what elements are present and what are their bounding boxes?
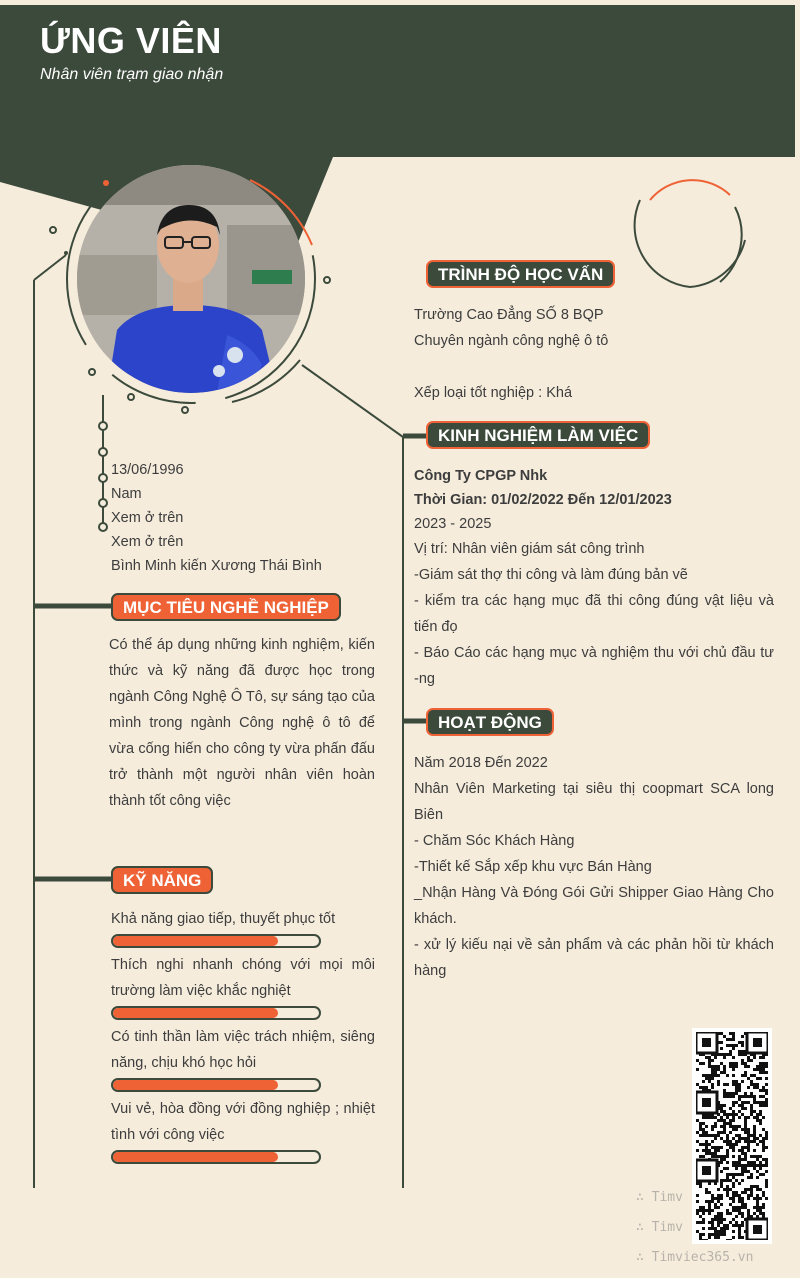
experience-period: Thời Gian: 01/02/2022 Đến 12/01/2023 [414, 492, 672, 508]
education-school: Trường Cao Đẳng SỐ 8 BQP [414, 307, 604, 323]
activity-line: _Nhận Hàng Và Đóng Gói Gửi Shipper Giao Hàng Cho khách. [414, 885, 774, 927]
experience-years: 2023 - 2025 [414, 516, 492, 532]
skill-label: Khả năng giao tiếp, thuyết phục tốt [111, 911, 336, 927]
skill-bar-fill [113, 1008, 278, 1018]
activity-line: Nhân Viên Marketing tại siêu thị coopmart SCA long Biên [414, 781, 774, 823]
skill-label: Có tinh thần làm việc trách nhiệm, siêng năng, chịu khó học hỏi [111, 1029, 375, 1071]
qr-code [692, 1028, 772, 1244]
experience-title: KINH NGHIỆM LÀM VIỆC [426, 421, 650, 449]
skill-bar-fill [113, 936, 278, 946]
address: Bình Minh kiến Xương Thái Bình [111, 558, 322, 574]
skill-bar [111, 1078, 321, 1092]
skill-bar-fill [113, 1080, 278, 1090]
education-title: TRÌNH ĐỘ HỌC VẤN [426, 260, 615, 288]
avatar [77, 165, 305, 393]
watermark: ∴ Timviec365.vn [636, 1250, 754, 1265]
gender: Nam [111, 486, 142, 502]
candidate-role: Nhân viên trạm giao nhận [40, 66, 224, 83]
experience-line: - kiểm tra các hạng mục đã thi công đúng vật liệu và tiến đọ [414, 593, 774, 635]
skill-bar [111, 1006, 321, 1020]
birth-date: 13/06/1996 [111, 462, 184, 478]
personal-info [111, 458, 322, 578]
skill-item [111, 906, 375, 948]
objective-text: Có thể áp dụng những kinh nghiệm, kiến thức và kỹ năng đã được học trong ngành Công Nghệ Ô Tô, sự sáng tạo của mình trong ngành Công nghệ ô tô để vừa cống hiến cho công ty vừa phấn đấu trở thành một người nhân viên hoàn thành tốt công việc [109, 637, 375, 809]
activity-line: - Chăm Sóc Khách Hàng [414, 833, 575, 849]
education-grade: Xếp loại tốt nghiệp : Khá [414, 385, 573, 401]
activities-body [414, 750, 774, 984]
experience-body [414, 464, 774, 692]
objective-title: MỤC TIÊU NGHỀ NGHIỆP [111, 593, 341, 621]
activity-line: Năm 2018 Đến 2022 [414, 755, 548, 771]
activity-line: - xử lý kiếu nại về sản phẩm và các phản hồi từ khách hàng [414, 937, 774, 979]
email: Xem ở trên [111, 534, 184, 550]
activities-title: HOẠT ĐỘNG [426, 708, 554, 736]
qr-code-icon [696, 1032, 768, 1240]
skill-label: Vui vẻ, hòa đồng với đồng nghiệp ; nhiệt tình với công việc [111, 1101, 375, 1143]
skill-item [111, 1024, 375, 1092]
avatar-photo-icon [77, 165, 305, 393]
skill-bar-fill [113, 1152, 278, 1162]
phone: Xem ở trên [111, 510, 184, 526]
candidate-name: ỨNG VIÊN [40, 20, 222, 61]
experience-company: Công Ty CPGP Nhk [414, 468, 548, 484]
watermark: ∴ Timv [636, 1220, 683, 1235]
skill-item [111, 952, 375, 1020]
skill-item [111, 1096, 375, 1164]
skill-bar [111, 934, 321, 948]
activity-line: -Thiết kế Sắp xếp khu vực Bán Hàng [414, 859, 652, 875]
skill-bar [111, 1150, 321, 1164]
skills-title: KỸ NĂNG [111, 866, 213, 894]
experience-line: - Báo Cáo các hạng mục và nghiệm thu với chủ đầu tư -ng [414, 645, 774, 687]
education-major: Chuyên ngành công nghệ ô tô [414, 333, 609, 349]
education-body [414, 302, 774, 406]
watermark: ∴ Timv [636, 1190, 683, 1205]
skill-label: Thích nghi nhanh chóng với mọi môi trường làm việc khắc nghiệt [111, 957, 375, 999]
experience-line: -Giám sát thợ thi công và làm đúng bản vẽ [414, 567, 688, 583]
experience-line: Vị trí: Nhân viên giám sát công trình [414, 541, 645, 557]
